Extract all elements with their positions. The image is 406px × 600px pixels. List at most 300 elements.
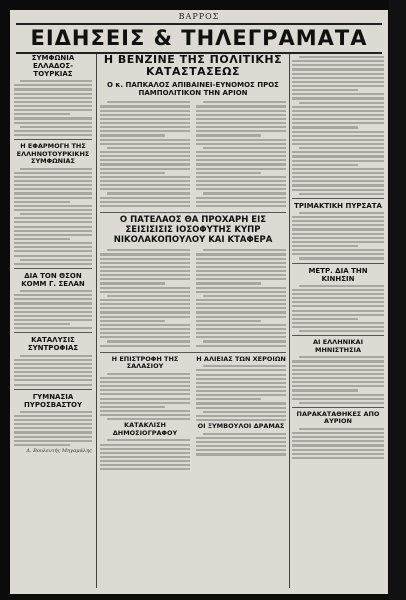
article-heading: ΑΙ ΕΛΛΗΝΙΚΑΙ ΜΗΝΙΣΤΗΣΙΑ bbox=[313, 338, 363, 354]
text-line bbox=[100, 134, 165, 136]
text-line bbox=[203, 249, 286, 251]
text-line bbox=[14, 359, 92, 361]
text-line bbox=[203, 340, 286, 342]
text-line bbox=[292, 440, 384, 442]
text-line bbox=[14, 221, 92, 223]
text-line bbox=[100, 324, 190, 326]
text-line bbox=[292, 369, 384, 371]
article-heading: ΚΑΤΑΚΛΙΣΗ ΔΗΜΟΣΙΟΓΡΑΦΟΥ bbox=[112, 421, 178, 437]
text-line bbox=[196, 449, 286, 451]
article-body bbox=[100, 247, 190, 348]
masthead: ΕΙΔΗΣΕΙΣ & ΤΗΛΕΓΡΑΜΑΤΑ bbox=[16, 23, 382, 54]
text-line bbox=[100, 205, 190, 207]
text-line bbox=[100, 110, 190, 112]
text-line bbox=[292, 68, 384, 70]
article-body bbox=[292, 56, 384, 195]
text-line bbox=[20, 80, 92, 82]
text-line bbox=[292, 73, 384, 75]
running-head: ΒΑΡΡΟΣ bbox=[178, 12, 220, 21]
text-line bbox=[292, 297, 384, 299]
text-line bbox=[292, 253, 384, 255]
text-line bbox=[20, 126, 92, 128]
text-line bbox=[203, 365, 286, 367]
text-line bbox=[203, 192, 286, 194]
article-heading: ΠΑΡΑΚΑΤΑΘΗΚΕΣ ΑΠΟ ΑΥΡΙΟΝ bbox=[296, 409, 380, 426]
text-line bbox=[292, 233, 384, 235]
text-line bbox=[292, 151, 384, 153]
text-line bbox=[196, 114, 286, 116]
text-line bbox=[292, 85, 384, 87]
text-line bbox=[100, 270, 190, 272]
text-line bbox=[14, 294, 92, 296]
text-line bbox=[196, 445, 286, 447]
text-line bbox=[100, 282, 165, 284]
article-divider bbox=[14, 389, 92, 390]
text-line bbox=[196, 307, 286, 309]
text-line bbox=[107, 147, 190, 149]
text-line bbox=[14, 384, 92, 386]
text-line bbox=[196, 197, 286, 199]
text-line bbox=[299, 330, 384, 332]
text-line bbox=[196, 320, 261, 322]
text-line bbox=[292, 245, 358, 247]
text-line bbox=[14, 242, 92, 244]
text-line bbox=[292, 143, 384, 145]
text-line bbox=[292, 293, 384, 295]
text-line bbox=[100, 291, 190, 293]
text-line bbox=[196, 303, 286, 305]
text-line bbox=[14, 109, 92, 111]
text-line bbox=[14, 427, 92, 429]
text-line bbox=[196, 407, 286, 409]
text-line bbox=[292, 220, 384, 222]
text-line bbox=[14, 246, 92, 248]
text-line bbox=[292, 249, 384, 251]
text-line bbox=[14, 444, 70, 446]
article-body bbox=[14, 168, 92, 265]
text-line bbox=[196, 105, 286, 107]
text-line bbox=[292, 360, 384, 362]
text-line bbox=[20, 355, 92, 357]
text-line bbox=[100, 328, 190, 330]
text-line bbox=[292, 228, 384, 230]
text-line bbox=[100, 197, 190, 199]
text-line bbox=[203, 433, 286, 435]
text-line bbox=[14, 375, 92, 377]
article-heading: Η ΕΠΙΣΤΡΟΦΗ ΤΗΣ ΣΑΛΑΣΙΟΥ bbox=[111, 354, 179, 371]
article-signature: Δ. Βουλευτής Μηγαμάλης bbox=[26, 448, 92, 455]
text-line bbox=[299, 193, 384, 195]
text-line bbox=[299, 56, 384, 58]
text-line bbox=[100, 389, 190, 391]
article-heading: ΚΑΤΑΛΥΣΙΣ ΣΥΝΤΡΟΦΙΑΣ bbox=[27, 336, 79, 353]
article-heading: ΟΙ ΞΥΜΒΟΥΛΟΙ ΔΡΑΜΑΣ bbox=[197, 422, 285, 431]
text-line bbox=[100, 151, 190, 153]
text-line bbox=[14, 440, 92, 442]
text-line bbox=[292, 93, 384, 95]
text-line bbox=[107, 101, 190, 103]
text-line bbox=[196, 188, 286, 190]
article-body bbox=[196, 365, 286, 421]
text-line bbox=[14, 184, 92, 186]
text-line bbox=[292, 377, 384, 379]
text-line bbox=[292, 106, 384, 108]
text-line bbox=[107, 439, 190, 441]
text-line bbox=[292, 224, 384, 226]
text-line bbox=[14, 117, 92, 119]
text-line bbox=[292, 373, 384, 375]
text-line bbox=[100, 464, 190, 466]
text-line bbox=[196, 172, 261, 174]
text-line bbox=[100, 444, 190, 446]
text-line bbox=[14, 363, 92, 365]
text-line bbox=[299, 356, 384, 358]
text-line bbox=[292, 139, 384, 141]
text-line bbox=[100, 406, 165, 408]
text-line bbox=[196, 453, 286, 455]
text-line bbox=[196, 168, 286, 170]
text-line bbox=[196, 398, 261, 400]
text-line bbox=[14, 234, 92, 236]
text-line bbox=[14, 431, 92, 433]
text-line bbox=[292, 365, 384, 367]
text-line bbox=[14, 415, 92, 417]
text-line bbox=[100, 274, 190, 276]
article-heading: ΤΡΙΜΑΚΤΙΚΗ ΠΥΡΣΑΤΑ bbox=[294, 201, 382, 210]
text-line bbox=[292, 110, 384, 112]
text-line bbox=[292, 131, 384, 133]
text-line bbox=[100, 188, 190, 190]
text-line bbox=[292, 289, 384, 291]
text-line bbox=[292, 432, 384, 434]
text-line bbox=[14, 122, 92, 124]
text-line bbox=[100, 410, 190, 412]
main-subheadline: Ο κ. ΠΑΠΚΑΛΟΣ ΑΠΙΒΑΙΝΕΙ-ΕΥΝΟΜΟΣ ΠΡΟΣ ΠΑΜΠΟΛΙΤΙΚΟΝ ΤΗΝ ΑΡΙΟΝ bbox=[107, 81, 279, 98]
text-line bbox=[196, 270, 286, 272]
text-line bbox=[107, 418, 190, 420]
article-body bbox=[14, 290, 92, 329]
text-line bbox=[100, 176, 190, 178]
text-line bbox=[14, 238, 70, 240]
text-line bbox=[14, 311, 92, 313]
text-line bbox=[100, 159, 190, 161]
text-line bbox=[203, 295, 286, 297]
text-line bbox=[292, 398, 384, 400]
text-line bbox=[100, 287, 190, 289]
article-body bbox=[196, 247, 286, 348]
text-line bbox=[14, 134, 92, 136]
text-line bbox=[100, 320, 165, 322]
text-line bbox=[100, 402, 190, 404]
text-line bbox=[196, 437, 286, 439]
text-line bbox=[196, 139, 286, 141]
main-headline: Η ΒΕΝΖΙΝΕ ΤΗΣ ΠΟΛΙΤΙΚΗΣ ΚΑΤΑΣΤΑΣΕΩΣ bbox=[103, 54, 283, 79]
article-body bbox=[14, 411, 92, 446]
text-line bbox=[196, 441, 286, 443]
text-line bbox=[196, 274, 286, 276]
text-line bbox=[20, 290, 92, 292]
text-line bbox=[14, 93, 92, 95]
text-line bbox=[100, 303, 190, 305]
text-line bbox=[14, 419, 92, 421]
text-line bbox=[100, 258, 190, 260]
text-line bbox=[14, 209, 92, 211]
text-line bbox=[196, 415, 286, 417]
text-line bbox=[14, 176, 92, 178]
text-line bbox=[100, 155, 190, 157]
article-body bbox=[196, 99, 286, 209]
article-divider bbox=[292, 335, 384, 336]
text-line bbox=[14, 371, 92, 373]
text-line bbox=[292, 89, 358, 91]
text-line bbox=[14, 250, 92, 252]
text-line bbox=[100, 393, 190, 395]
text-line bbox=[292, 122, 384, 124]
article-divider bbox=[14, 332, 92, 333]
column-rule bbox=[289, 54, 290, 588]
text-line bbox=[14, 302, 92, 304]
text-line bbox=[100, 139, 190, 141]
article-heading: Η ΕΦΑΡΜΟΓΗ ΤΗΣ ΕΛΛΗΝΟΤΟΥΡΚΙΚΗΣ ΣΥΜΦΩΝΙΑΣ bbox=[16, 142, 90, 166]
text-line bbox=[292, 381, 384, 383]
article-body bbox=[292, 428, 384, 459]
text-line bbox=[203, 101, 286, 103]
text-line bbox=[196, 287, 286, 289]
article-heading: ΜΕΤΡ. ΔΙΑ ΤΗΝ ΚΙΝΗΣΙΝ bbox=[308, 266, 368, 283]
text-line bbox=[14, 307, 92, 309]
text-line bbox=[196, 282, 261, 284]
text-line bbox=[292, 155, 384, 157]
text-line bbox=[292, 216, 384, 218]
text-line bbox=[292, 301, 384, 303]
text-line bbox=[292, 305, 384, 307]
text-line bbox=[14, 230, 92, 232]
text-line bbox=[292, 237, 384, 239]
text-line bbox=[14, 88, 92, 90]
text-line bbox=[292, 389, 358, 391]
second-article-columns bbox=[100, 245, 286, 348]
text-line bbox=[14, 188, 92, 190]
text-line bbox=[292, 81, 384, 83]
text-line bbox=[196, 328, 286, 330]
text-line bbox=[100, 278, 190, 280]
text-line bbox=[100, 398, 190, 400]
text-line bbox=[292, 318, 358, 320]
text-line bbox=[100, 460, 190, 462]
text-line bbox=[196, 374, 286, 376]
text-line bbox=[299, 257, 384, 259]
text-line bbox=[100, 336, 190, 338]
text-line bbox=[292, 314, 384, 316]
text-line bbox=[100, 118, 190, 120]
text-line bbox=[100, 448, 190, 450]
text-line bbox=[292, 449, 384, 451]
article-divider bbox=[14, 139, 92, 140]
text-line bbox=[14, 379, 92, 381]
text-line bbox=[107, 340, 190, 342]
newspaper-page bbox=[10, 10, 388, 594]
text-line bbox=[196, 176, 286, 178]
article-divider bbox=[14, 268, 92, 269]
text-line bbox=[196, 163, 286, 165]
text-line bbox=[14, 97, 92, 99]
text-line bbox=[292, 135, 384, 137]
text-line bbox=[299, 102, 384, 104]
text-line bbox=[196, 130, 286, 132]
text-line bbox=[203, 411, 286, 413]
text-line bbox=[196, 118, 286, 120]
text-line bbox=[107, 295, 190, 297]
text-line bbox=[20, 259, 92, 261]
text-line bbox=[100, 299, 190, 301]
text-line bbox=[100, 377, 190, 379]
text-line bbox=[292, 189, 384, 191]
article-body bbox=[100, 373, 190, 421]
text-line bbox=[292, 118, 384, 120]
text-line bbox=[196, 201, 286, 203]
second-headline: Ο ΠΑΤΕΛΑΟΣ ΘΑ ΠΡΟΧΑΡΗ ΕΙΣ ΣΕΙΣΙΣΙΣΙΣ ΙΟΣΟΦΥΤΗΣ ΚΥΠΡ ΝΙΚΟΛΑΚΟΠΟΥΛΟΥ ΚΑΙ ΚΤΑΦΕΡΑ bbox=[113, 214, 273, 245]
text-line bbox=[196, 278, 286, 280]
right-column bbox=[292, 54, 384, 590]
text-line bbox=[100, 253, 190, 255]
text-line bbox=[107, 192, 190, 194]
text-line bbox=[196, 382, 286, 384]
text-line bbox=[196, 155, 286, 157]
text-line bbox=[14, 217, 92, 219]
text-line bbox=[196, 378, 286, 380]
text-line bbox=[100, 414, 190, 416]
article-body bbox=[14, 355, 92, 386]
text-line bbox=[14, 105, 92, 107]
text-line bbox=[100, 345, 190, 347]
text-line bbox=[196, 299, 286, 301]
text-line bbox=[196, 324, 286, 326]
text-line bbox=[100, 184, 190, 186]
text-line bbox=[14, 192, 92, 194]
text-line bbox=[292, 385, 384, 387]
text-line bbox=[292, 172, 384, 174]
text-line bbox=[196, 266, 286, 268]
text-line bbox=[100, 143, 190, 145]
text-line bbox=[292, 436, 384, 438]
text-line bbox=[196, 134, 261, 136]
text-line bbox=[100, 168, 190, 170]
text-line bbox=[100, 316, 190, 318]
text-line bbox=[292, 394, 384, 396]
text-line bbox=[292, 164, 358, 166]
text-line bbox=[299, 147, 384, 149]
text-line bbox=[100, 122, 190, 124]
article-body bbox=[292, 285, 384, 333]
text-line bbox=[20, 213, 92, 215]
text-line bbox=[292, 126, 358, 128]
text-line bbox=[14, 101, 92, 103]
text-line bbox=[196, 253, 286, 255]
text-line bbox=[203, 147, 286, 149]
text-line bbox=[196, 122, 286, 124]
text-line bbox=[100, 452, 190, 454]
text-line bbox=[292, 310, 384, 312]
text-line bbox=[292, 444, 384, 446]
text-line bbox=[292, 241, 384, 243]
text-line bbox=[100, 262, 190, 264]
text-line bbox=[14, 255, 92, 257]
text-line bbox=[100, 456, 190, 458]
text-line bbox=[196, 180, 286, 182]
text-line bbox=[196, 184, 286, 186]
text-line bbox=[14, 436, 92, 438]
article-divider bbox=[292, 198, 384, 199]
text-line bbox=[292, 176, 384, 178]
article-divider bbox=[292, 407, 384, 408]
text-line bbox=[14, 180, 92, 182]
article-body bbox=[292, 212, 384, 260]
text-line bbox=[292, 168, 384, 170]
text-line bbox=[14, 130, 92, 132]
text-line bbox=[196, 369, 286, 371]
text-line bbox=[196, 402, 286, 404]
text-line bbox=[14, 298, 92, 300]
text-line bbox=[196, 126, 286, 128]
text-line bbox=[100, 332, 190, 334]
text-line bbox=[196, 394, 286, 396]
text-line bbox=[14, 201, 70, 203]
main-article-columns bbox=[100, 97, 286, 209]
article-divider bbox=[100, 212, 286, 213]
article-body bbox=[14, 80, 92, 136]
text-line bbox=[100, 105, 190, 107]
text-line bbox=[14, 226, 92, 228]
text-line bbox=[196, 386, 286, 388]
article-heading: ΔΙΑ ΤΟΝ ΘΣΟΝ ΚΟΜΜ Γ. ΣΕΛΑΝ bbox=[21, 271, 85, 288]
text-line bbox=[100, 163, 190, 165]
text-line bbox=[292, 322, 384, 324]
text-line bbox=[292, 77, 384, 79]
text-line bbox=[299, 285, 384, 287]
text-line bbox=[100, 114, 190, 116]
text-line bbox=[14, 319, 92, 321]
article-body bbox=[196, 433, 286, 456]
text-line bbox=[196, 311, 286, 313]
text-line bbox=[292, 457, 384, 459]
text-line bbox=[14, 327, 92, 329]
text-line bbox=[292, 160, 384, 162]
article-body bbox=[100, 439, 190, 470]
text-line bbox=[196, 390, 286, 392]
text-line bbox=[196, 291, 286, 293]
text-line bbox=[299, 402, 384, 404]
text-line bbox=[100, 130, 190, 132]
text-line bbox=[196, 262, 286, 264]
text-line bbox=[107, 249, 190, 251]
left-column bbox=[14, 54, 92, 590]
text-line bbox=[292, 60, 384, 62]
text-line bbox=[196, 345, 286, 347]
text-line bbox=[100, 381, 190, 383]
text-line bbox=[14, 197, 92, 199]
text-line bbox=[14, 367, 92, 369]
text-line bbox=[100, 180, 190, 182]
text-line bbox=[292, 453, 384, 455]
article-heading: ΣΥΜΦΩΝΙΑ ΕΛΛΑΔΟΣ-ΤΟΥΡΚΙΑΣ bbox=[31, 54, 75, 79]
text-line bbox=[292, 114, 384, 116]
text-line bbox=[196, 258, 286, 260]
article-body bbox=[100, 99, 190, 209]
page-spine-shadow bbox=[389, 0, 406, 600]
text-line bbox=[196, 143, 286, 145]
text-line bbox=[100, 307, 190, 309]
article-divider bbox=[100, 352, 286, 353]
